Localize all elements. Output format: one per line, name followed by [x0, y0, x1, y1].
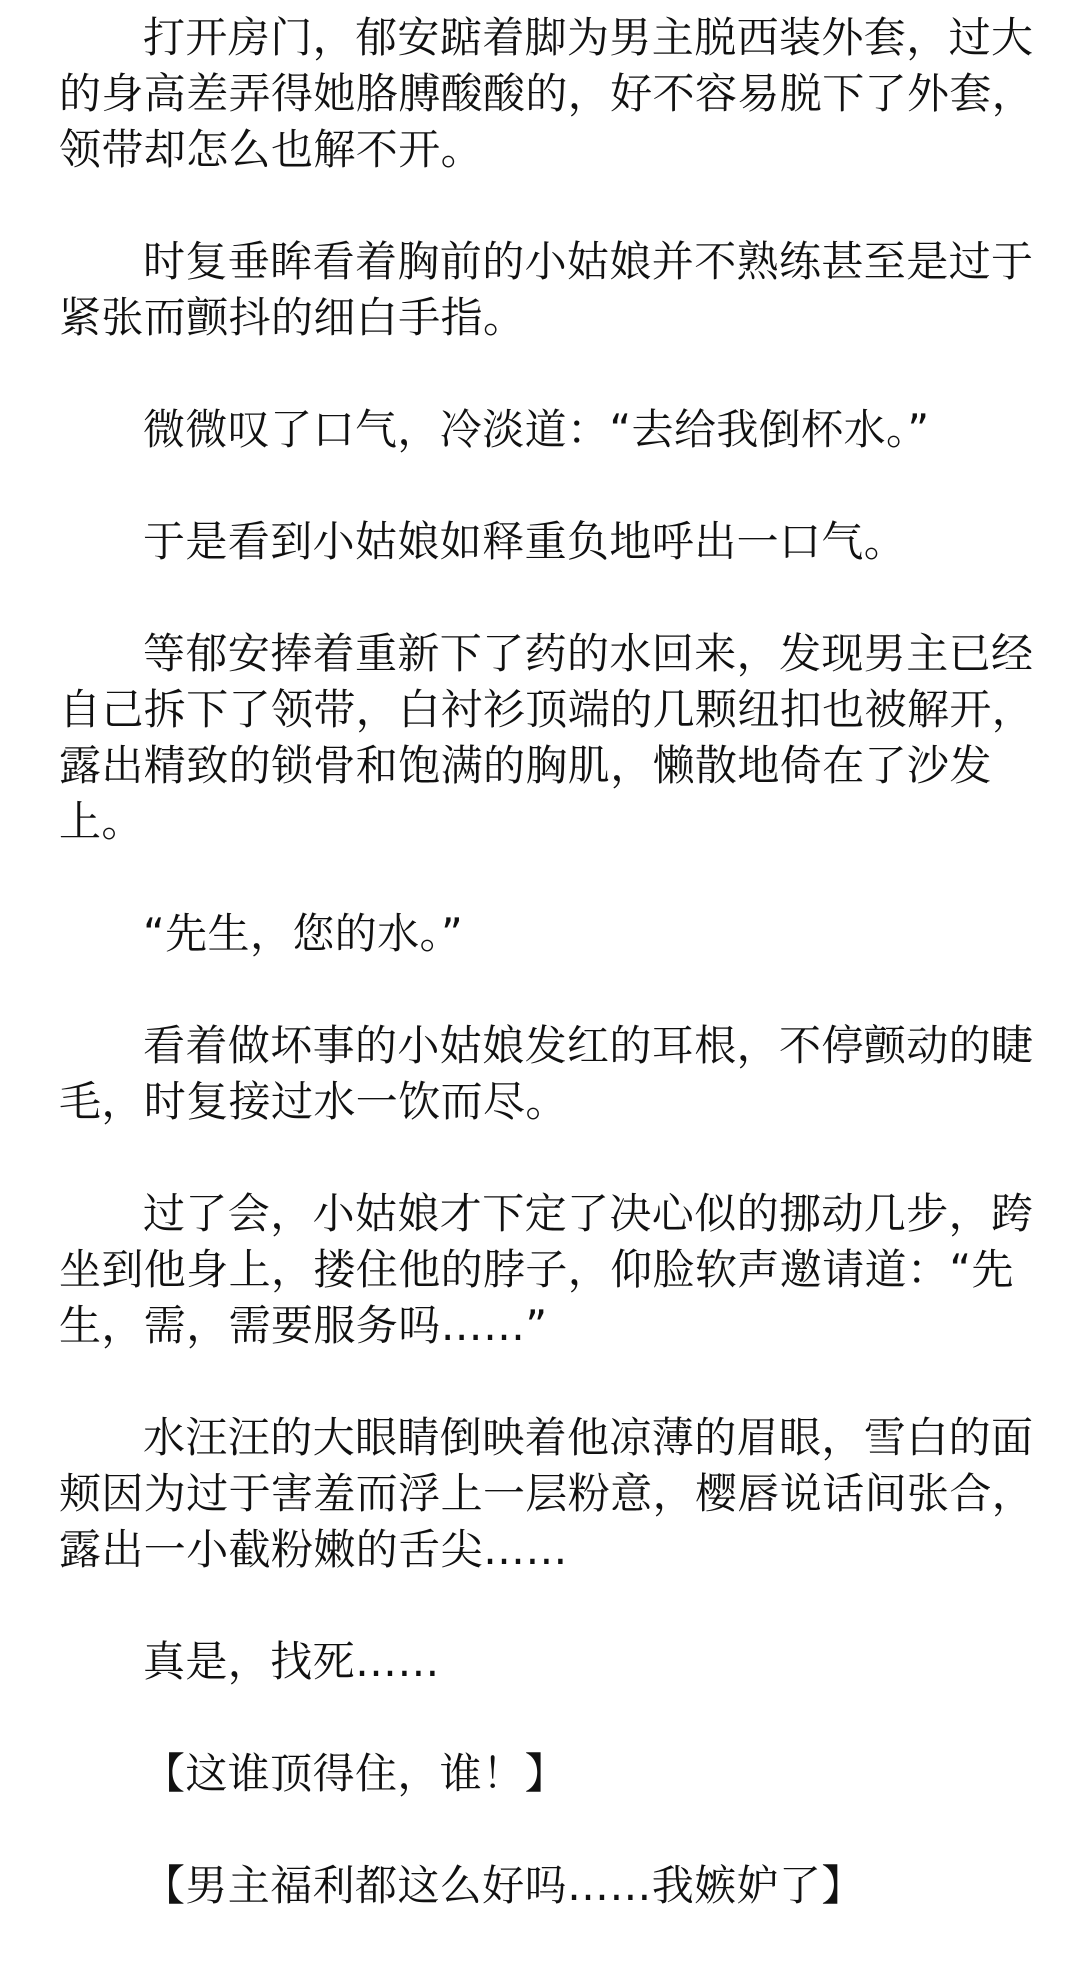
paragraph-8: 过了会，小姑娘才下定了决心似的挪动几步，跨坐到他身上，搂住他的脖子，仰脸软声邀请道：“先生，需，需要服务吗……”	[59, 1189, 1034, 1350]
paragraph-3: 微微叹了口气，冷淡道：“去给我倒杯水。”	[143, 405, 930, 454]
paragraph-6: “先生，您的水。”	[143, 909, 464, 958]
paragraph-4: 于是看到小姑娘如释重负地呼出一口气。	[143, 517, 907, 566]
paragraph-9: 水汪汪的大眼睛倒映着他凉薄的眉眼，雪白的面颊因为过于害羞而浮上一层粉意，樱唇说话间张合，露出一小截粉嫩的舌尖……	[59, 1413, 1035, 1574]
paragraph-12: 【男主福利都这么好吗……我嫉妒了】	[143, 1861, 864, 1910]
paragraph-7: 看着做坏事的小姑娘发红的耳根，不停颤动的睫毛，时复接过水一饮而尽。	[59, 1021, 1034, 1126]
paragraph-10: 真是，找死……	[143, 1637, 440, 1686]
paragraph-2: 时复垂眸看着胸前的小姑娘并不熟练甚至是过于紧张而颤抖的细白手指。	[59, 237, 1034, 342]
paragraph-5: 等郁安捧着重新下了药的水回来，发现男主已经自己拆下了领带，白衬衫顶端的几颗纽扣也被解开，露出精致的锁骨和饱满的胸肌，懒散地倚在了沙发上。	[59, 629, 1035, 846]
paragraph-11: 【这谁顶得住，谁！】	[143, 1749, 568, 1798]
paragraph-1: 打开房门，郁安踮着脚为男主脱西装外套，过大的身高差弄得她胳膊酸酸的，好不容易脱下了外套，领带却怎么也解不开。	[59, 13, 1035, 174]
